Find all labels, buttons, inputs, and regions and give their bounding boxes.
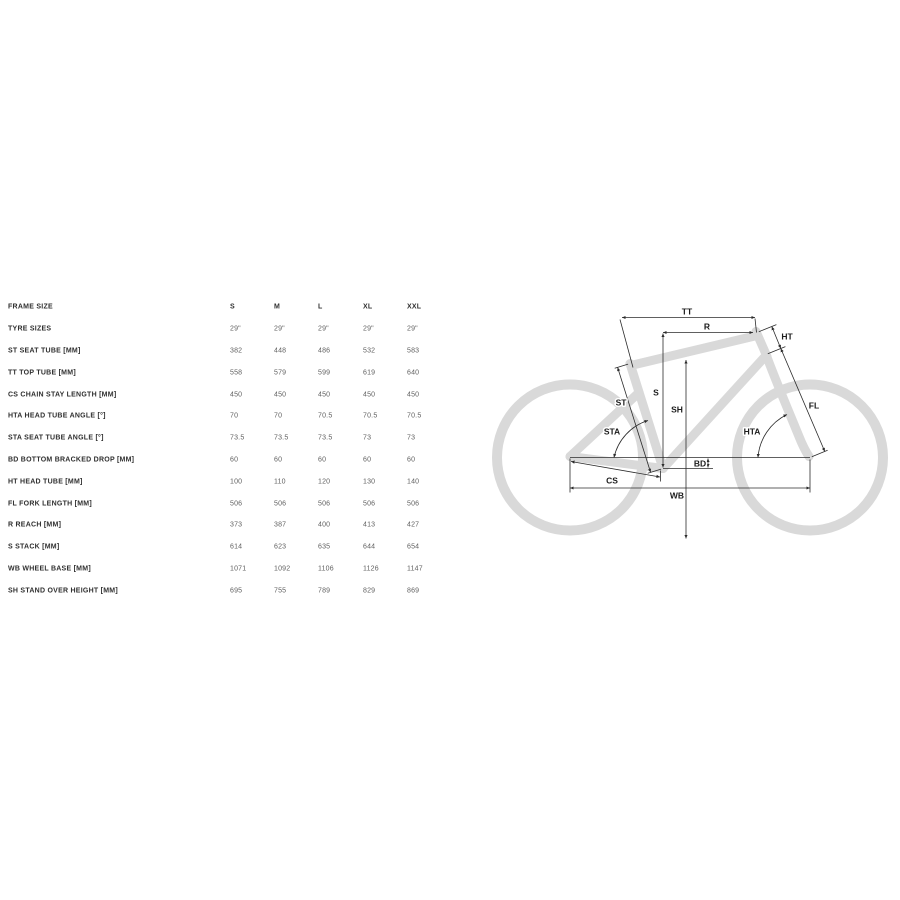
row-label: SH STAND OVER HEIGHT [MM] [8, 587, 118, 595]
cell-value: 506 [230, 500, 243, 508]
column-header: XL [363, 303, 373, 311]
column-header: L [318, 303, 323, 311]
cell-value: 29" [407, 325, 418, 333]
row-label: STA SEAT TUBE ANGLE [°] [8, 434, 104, 442]
row-label: HT HEAD TUBE [MM] [8, 478, 83, 486]
table-row [8, 449, 448, 471]
cell-value: 450 [274, 391, 287, 399]
cell-value: 60 [230, 456, 239, 464]
cell-value: 73.5 [318, 434, 333, 442]
cell-value: 579 [274, 369, 287, 377]
label-ht: HT [781, 331, 793, 342]
cell-value: 29" [363, 325, 374, 333]
cell-value: 140 [407, 478, 420, 486]
cell-value: 387 [274, 521, 287, 529]
fork [766, 355, 809, 457]
cell-value: 829 [363, 587, 376, 595]
cell-value: 789 [318, 587, 331, 595]
cell-value: 450 [363, 391, 376, 399]
cell-value: 1147 [407, 565, 423, 573]
label-wb: WB [669, 490, 685, 501]
cell-value: 1092 [274, 565, 291, 573]
label-cs: CS [606, 475, 618, 486]
label-s: S [653, 387, 659, 398]
geometry-table [8, 297, 448, 602]
row-label: ST SEAT TUBE [MM] [8, 347, 81, 355]
cell-value: 73.5 [274, 434, 289, 442]
cell-value: 506 [407, 500, 420, 508]
cell-value: 1126 [363, 565, 379, 573]
cell-value: 110 [274, 478, 286, 486]
label-fl: FL [808, 400, 820, 411]
cell-value: 70.5 [318, 412, 333, 420]
cell-value: 73.5 [230, 434, 245, 442]
cell-value: 506 [363, 500, 376, 508]
row-label: R REACH [MM] [8, 521, 62, 529]
row-label: TYRE SIZES [8, 325, 52, 333]
label-sta: STA [603, 426, 621, 437]
column-header: M [274, 303, 281, 311]
cell-value: 558 [230, 369, 243, 377]
table-row [8, 536, 448, 558]
table-row [8, 493, 448, 515]
top-tube [631, 336, 757, 366]
table-row [8, 340, 448, 362]
cell-value: 70 [274, 412, 283, 420]
table-header-row [8, 297, 448, 319]
row-label: S STACK [MM] [8, 543, 60, 551]
cell-value: 644 [363, 543, 376, 551]
row-label: CS CHAIN STAY LENGTH [MM] [8, 391, 117, 399]
row-label: TT TOP TUBE [MM] [8, 369, 76, 377]
cell-value: 70 [230, 412, 239, 420]
table-row [8, 405, 448, 427]
cell-value: 448 [274, 347, 287, 355]
row-label: FRAME SIZE [8, 303, 53, 311]
cell-value: 100 [230, 478, 243, 486]
cell-value: 413 [363, 521, 376, 529]
cell-value: 614 [230, 543, 243, 551]
label-sh: SH [671, 404, 683, 415]
cell-value: 532 [363, 347, 376, 355]
cell-value: 70.5 [363, 412, 378, 420]
cell-value: 400 [318, 521, 331, 529]
column-header: XXL [407, 303, 422, 311]
cell-value: 619 [363, 369, 376, 377]
cell-value: 695 [230, 587, 243, 595]
cell-value: 29" [318, 325, 329, 333]
cell-value: 623 [274, 543, 287, 551]
cell-value: 506 [318, 500, 331, 508]
row-label: BD BOTTOM BRACKED DROP [MM] [8, 456, 135, 464]
dim-fl-tick-bottom [812, 450, 828, 456]
cell-value: 130 [363, 478, 376, 486]
dim-ht [772, 327, 781, 349]
cell-value: 599 [318, 369, 331, 377]
cell-value: 450 [230, 391, 243, 399]
label-st: ST [615, 397, 627, 408]
table-row [8, 558, 448, 580]
dim-tt-ext-left [620, 320, 633, 368]
dim-st-tick-top [615, 364, 628, 368]
label-hta: HTA [743, 426, 761, 437]
cell-value: 120 [318, 478, 331, 486]
table-row [8, 580, 448, 602]
label-tt: TT [681, 306, 693, 317]
row-label: FL FORK LENGTH [MM] [8, 500, 92, 508]
cell-value: 635 [318, 543, 331, 551]
label-bd: BD [693, 458, 707, 469]
cell-value: 1071 [230, 565, 247, 573]
cell-value: 755 [274, 587, 287, 595]
row-label: WB WHEEL BASE [MM] [8, 565, 91, 573]
bike-geometry-diagram [490, 295, 900, 605]
cell-value: 60 [274, 456, 283, 464]
cell-value: 70.5 [407, 412, 422, 420]
cell-value: 60 [363, 456, 372, 464]
cell-value: 73 [407, 434, 416, 442]
cell-value: 73 [363, 434, 372, 442]
table-row [8, 384, 448, 406]
cell-value: 29" [230, 325, 241, 333]
table-row [8, 362, 448, 384]
cell-value: 29" [274, 325, 285, 333]
cell-value: 506 [274, 500, 287, 508]
cell-value: 427 [407, 521, 420, 529]
table-row [8, 514, 448, 536]
cell-value: 869 [407, 587, 420, 595]
cell-value: 1106 [318, 565, 334, 573]
cell-value: 486 [318, 347, 331, 355]
cell-value: 583 [407, 347, 420, 355]
label-r: R [703, 321, 711, 332]
cell-value: 60 [318, 456, 327, 464]
cell-value: 640 [407, 369, 420, 377]
cell-value: 450 [407, 391, 420, 399]
cell-value: 60 [407, 456, 416, 464]
cell-value: 654 [407, 543, 420, 551]
column-header: S [230, 303, 235, 311]
cell-value: 450 [318, 391, 331, 399]
cell-value: 373 [230, 521, 243, 529]
row-label: HTA HEAD TUBE ANGLE [°] [8, 412, 106, 420]
cell-value: 382 [230, 347, 243, 355]
table-row [8, 471, 448, 493]
table-row [8, 318, 448, 340]
dim-hta-arc [758, 415, 787, 458]
table-row [8, 427, 448, 449]
